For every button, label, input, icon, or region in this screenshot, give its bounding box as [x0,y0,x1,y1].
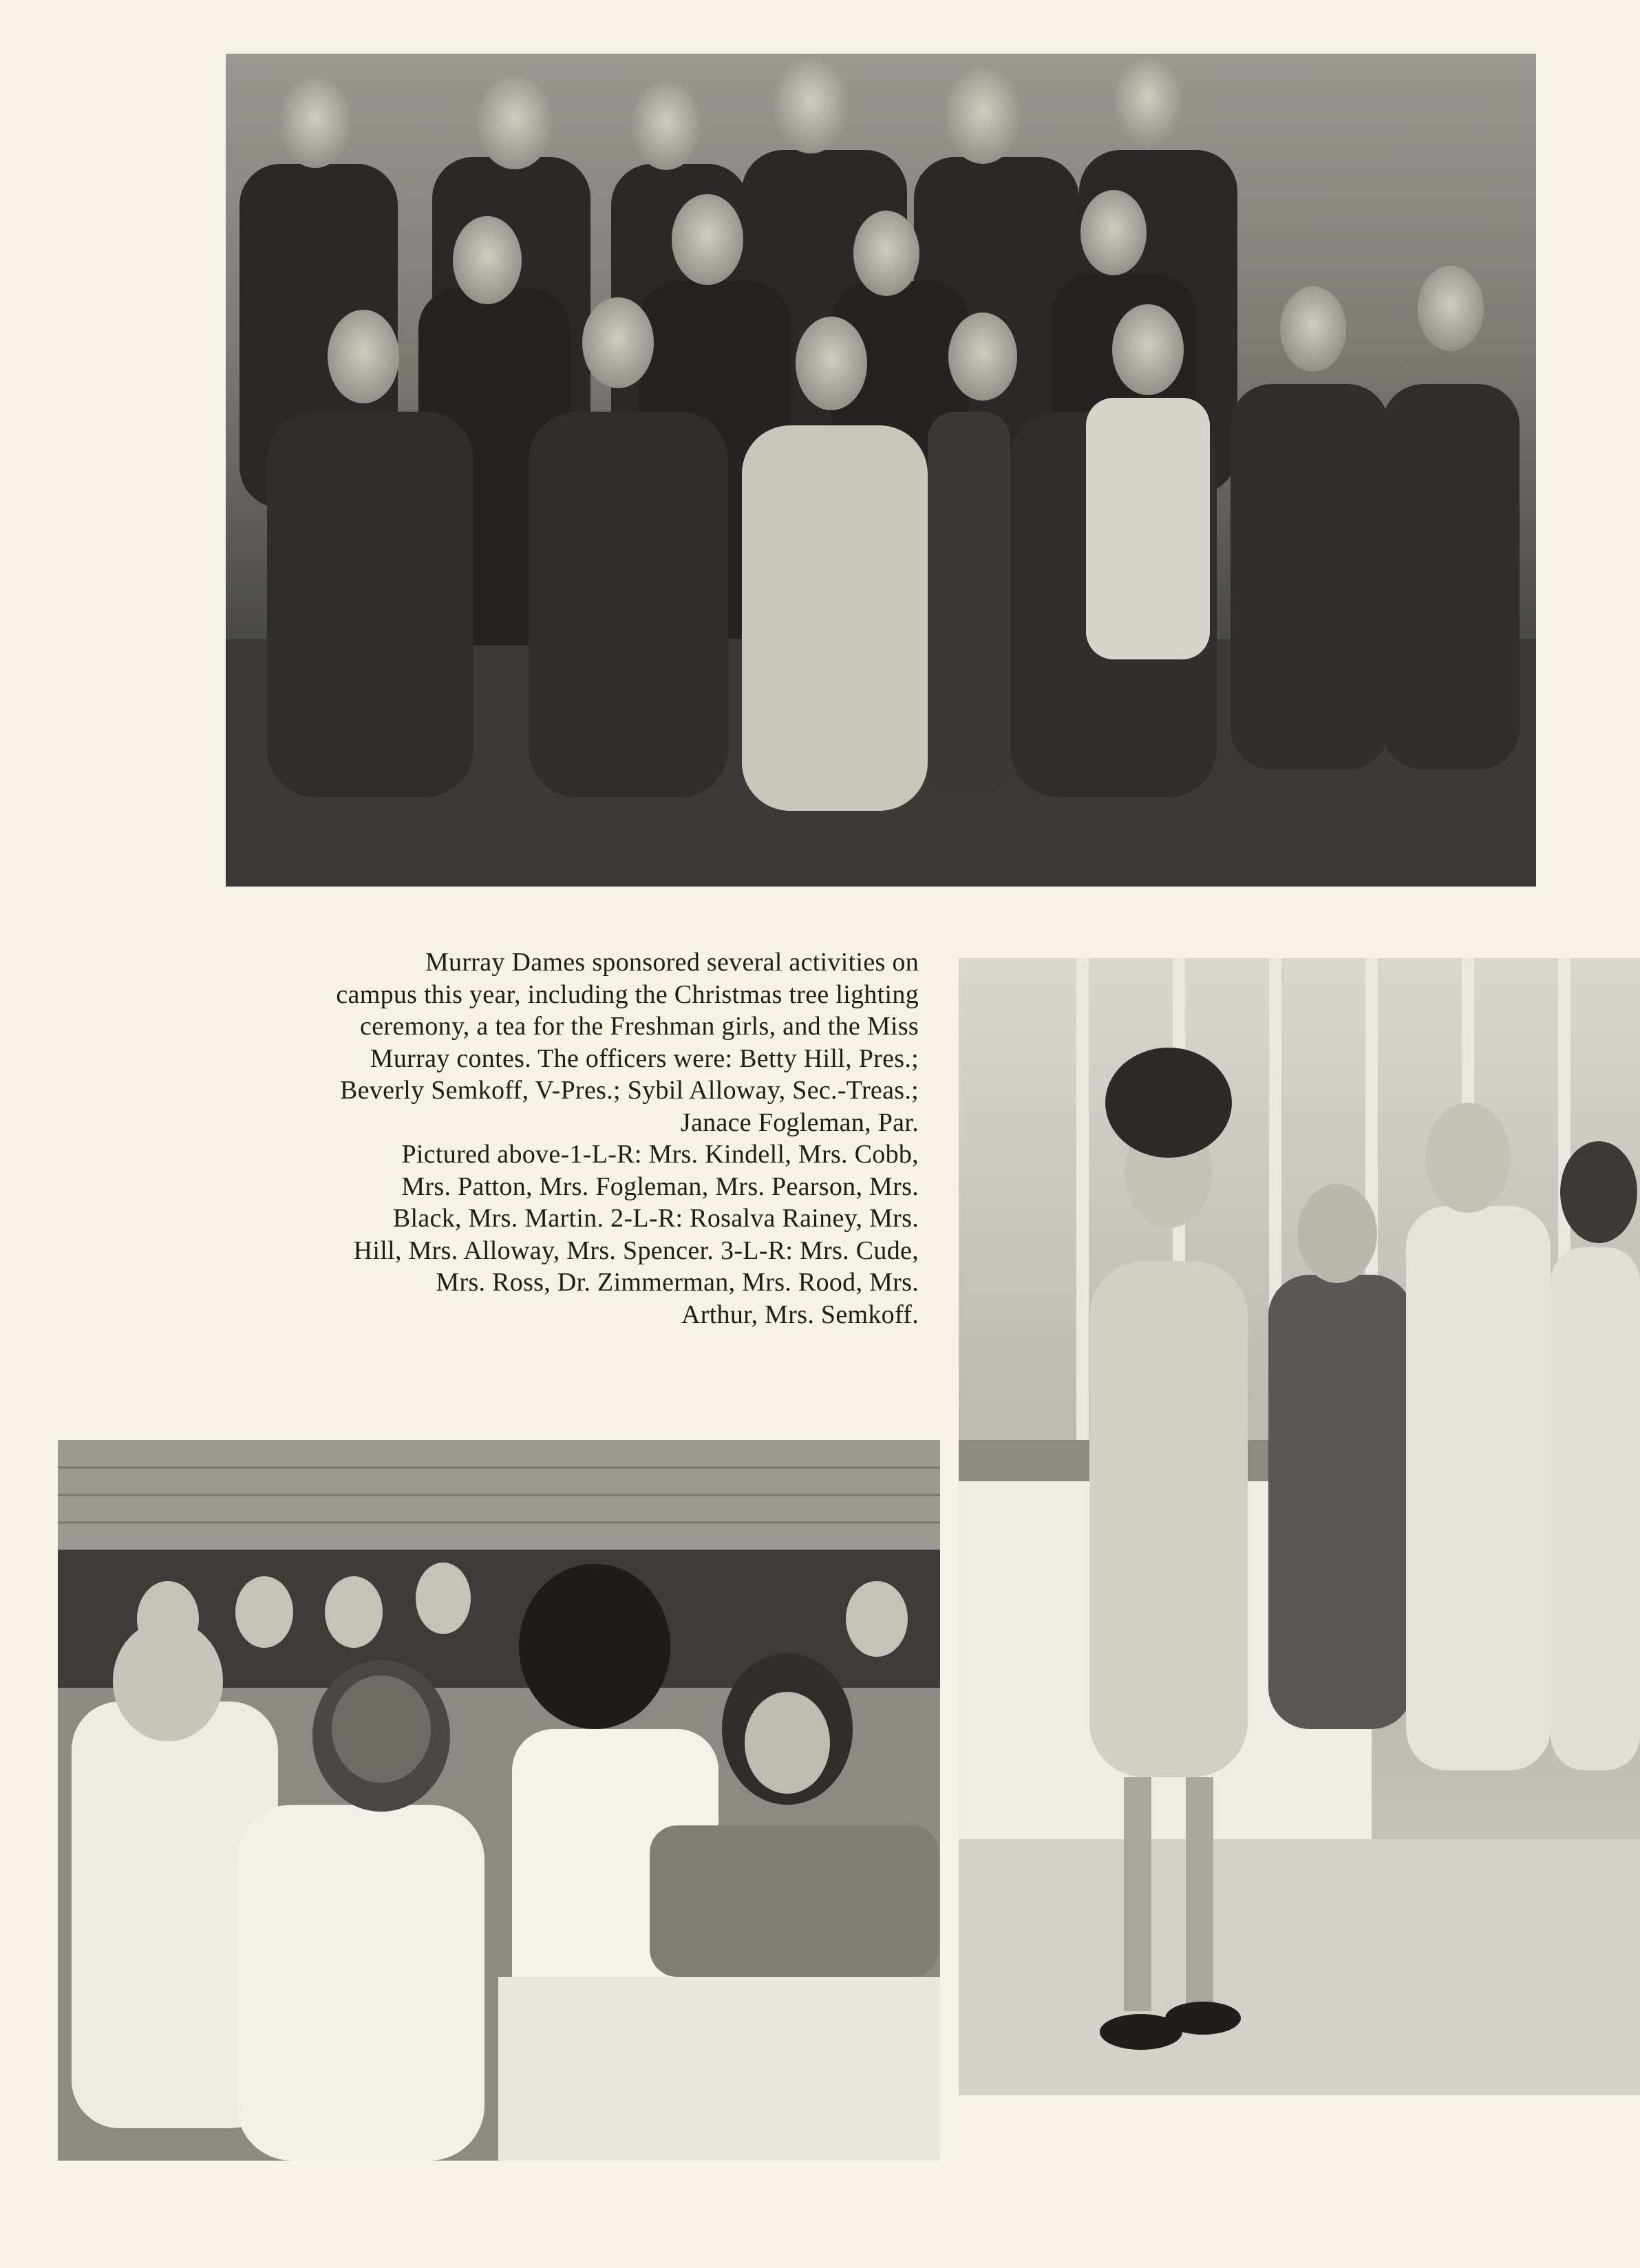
tea-photo-image [58,1440,940,2161]
caption-line: campus this year, including the Christmas tree lighting [336,979,919,1009]
speaker-photo [959,958,1640,2095]
caption-line: Murray contes. The officers were: Betty Hill, Pres.; [370,1043,919,1073]
caption-line: Mrs. Patton, Mrs. Fogleman, Mrs. Pearson, Mrs. [401,1172,919,1201]
tea-photo [58,1440,940,2161]
caption-line: ceremony, a tea for the Freshman girls, and the Miss [360,1012,919,1041]
caption-line: Arthur, Mrs. Semkoff. [681,1300,919,1329]
caption-line: Hill, Mrs. Alloway, Mrs. Spencer. 3-L-R: Mrs. Cude, [353,1236,919,1265]
caption-text [227,946,919,1331]
caption-line: Pictured above-1-L-R: Mrs. Kindell, Mrs. Cobb, [401,1140,919,1169]
caption-line: Janace Fogleman, Par. [680,1107,919,1137]
caption-line: Beverly Semkoff, V-Pres.; Sybil Alloway, Sec.-Treas.; [340,1076,919,1105]
caption-line: Murray Dames sponsored several activities on [425,948,919,977]
group-photo-image [226,54,1536,887]
group-photo [226,54,1536,887]
speaker-photo-image [959,958,1640,2095]
caption-line: Black, Mrs. Martin. 2-L-R: Rosalva Rainey, Mrs. [392,1204,919,1233]
caption-line: Mrs. Ross, Dr. Zimmerman, Mrs. Rood, Mrs. [436,1268,919,1297]
